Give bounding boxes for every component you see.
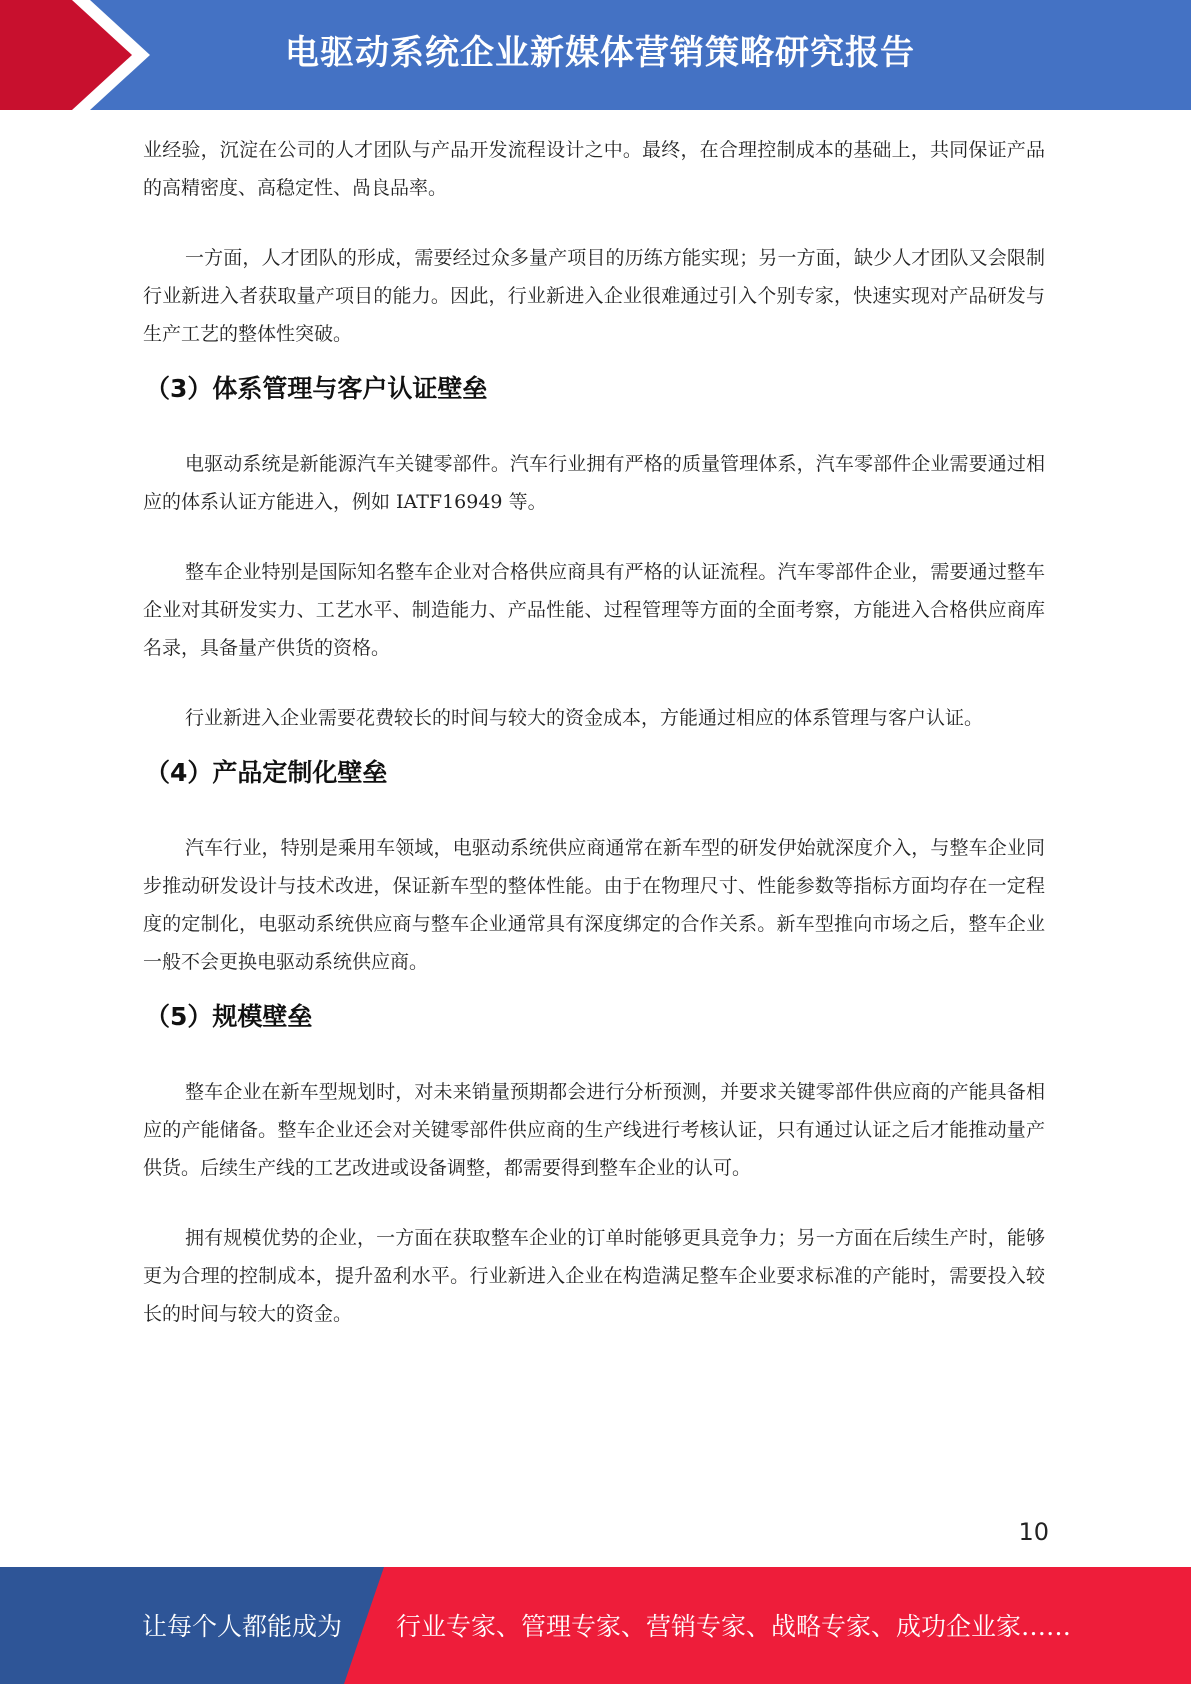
report-title: 电驱动系统企业新媒体营销策略研究报告 [285,33,915,73]
paragraph-5: 行业新进入企业需要花费较长的时间与较大的资金成本，方能通过相应的体系管理与客户认证。 [185,707,984,729]
page-footer [0,1567,1191,1684]
paragraph-6: 汽车行业，特别是乘用车领域，电驱动系统供应商通常在新车型的研发伊始就深度介入，与整车企业同步推动研发设计与技术改进，保证新车型的整体性能。由于在物理尺寸、性能参数等指标方面均存在一定程度的定制化，电驱动系统供应商与整车企业通常具有深度绑定的合作关系。新车型推向市场之后，整车企业一般不会更换电驱动系统供应商。 [143,837,1045,973]
paragraph-4: 整车企业特别是国际知名整车企业对合格供应商具有严格的认证流程。汽车零部件企业，需要通过整车企业对其研发实力、工艺水平、制造能力、产品性能、过程管理等方面的全面考察，方能进入合格供应商库名录，具备量产供货的资格。 [143,561,1045,659]
paragraph-2: 一方面，人才团队的形成，需要经过众多量产项目的历练方能实现；另一方面，缺少人才团队又会限制行业新进入者获取量产项目的能力。因此，行业新进入企业很难通过引入个别专家，快速实现对产品研发与生产工艺的整体性突破。 [143,247,1045,345]
section-heading-3: （3）体系管理与客户认证壁垒 [145,374,488,403]
page-header [0,0,1191,110]
footer-slogan-right: 行业专家、管理专家、营销专家、战略专家、成功企业家…… [396,1612,1072,1641]
section-heading-5: （5）规模壁垒 [145,1002,313,1031]
paragraph-8: 拥有规模优势的企业，一方面在获取整车企业的订单时能够更具竞争力；另一方面在后续生产时，能够更为合理的控制成本，提升盈利水平。行业新进入企业在构造满足整车企业要求标准的产能时，需要投入较长的时间与较大的资金。 [143,1227,1045,1325]
paragraph-1: 业经验，沉淀在公司的人才团队与产品开发流程设计之中。最终，在合理控制成本的基础上，共同保证产品的高精密度、高稳定性、咼良品率。 [143,139,1045,199]
page-number: 10 [1018,1518,1049,1546]
report-body [143,131,1045,1333]
footer-slogan-left: 让每个人都能成为 [142,1612,343,1641]
section-heading-4: （4）产品定制化壁垒 [145,758,388,787]
paragraph-7: 整车企业在新车型规划时，对未来销量预期都会进行分析预测，并要求关键零部件供应商的产能具备相应的产能储备。整车企业还会对关键零部件供应商的生产线进行考核认证，只有通过认证之后才能推动量产供货。后续生产线的工艺改进或设备调整，都需要得到整车企业的认可。 [143,1081,1045,1179]
paragraph-3: 电驱动系统是新能源汽车关键零部件。汽车行业拥有严格的质量管理体系，汽车零部件企业需要通过相应的体系认证方能进入，例如 IATF16949 等。 [143,453,1045,513]
